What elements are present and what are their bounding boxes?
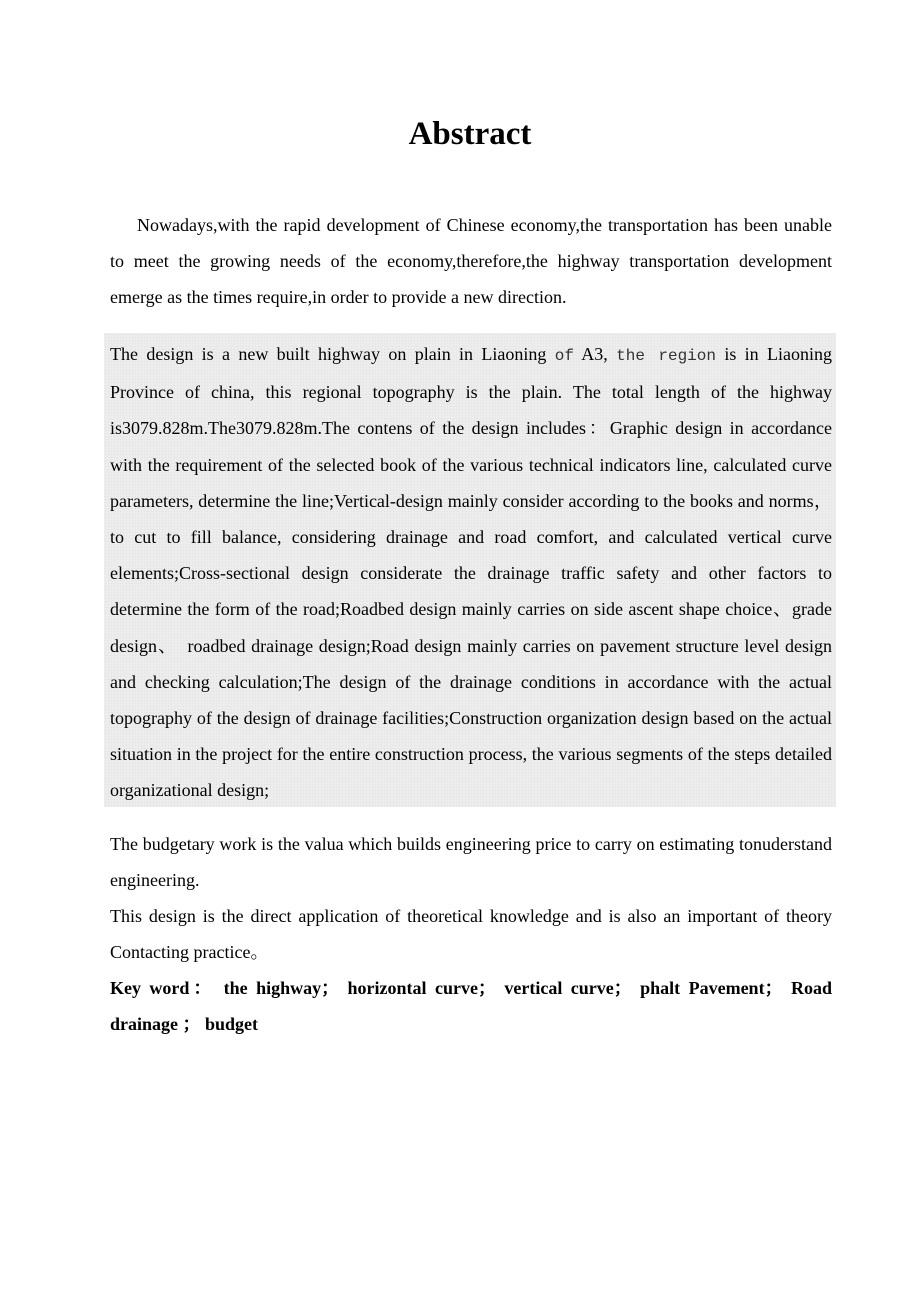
a3-text: A3,	[573, 344, 617, 364]
page-title: Abstract	[408, 116, 532, 152]
design-body-text: is in Liaoning Province of china, this regional topography is the plain. The total length of the highway is3079.828m.The3079.828m.The contens of the design includes：Graphic design in accordance with the requirement of the selected book of the various technical indicators line, calculated curve parameters, determine the line;Vertical-design mainly consider according to the books and norms，to cut to fill balance, considering drainage and road comfort, and calculated vertical curve elements;Cross-sectional design considerate the drainage traffic safety and other factors to determine the form of the road;Roadbed design mainly carries on side ascent shape choice、grade design、 roadbed drainage design;Road design mainly carries on pavement structure level design and checking calculation;The design of the drainage conditions in accordance with the actual topography of the design of drainage facilities;Construction organization design based on the actual situation in the project for the entire construction process, the various segments of the steps detailed organizational design;	[110, 344, 833, 801]
design-lead-text: The design is a new built highway on plain in Liaoning	[110, 344, 555, 364]
intro-paragraph: Nowadays,with the rapid development of Chinese economy,the transportation has been unable to meet the growing needs of the economy,therefore,the highway transportation development emerge as the times require,in order to provide a new direction.	[110, 215, 832, 307]
of-word: of	[554, 347, 574, 365]
application-paragraph: This design is the direct application of theoretical knowledge and is also an important of theory Contacting practice。	[110, 906, 832, 962]
design-description-paragraph	[110, 336, 832, 809]
keywords-line: Key word： the highway； horizontal curve； vertical curve； phalt Pavement； Road drainage ； budget	[110, 978, 832, 1034]
budget-paragraph: The budgetary work is the valua which builds engineering price to carry on estimating tonuderstand engineering.	[110, 834, 832, 890]
region-phrase: the region	[616, 347, 716, 365]
